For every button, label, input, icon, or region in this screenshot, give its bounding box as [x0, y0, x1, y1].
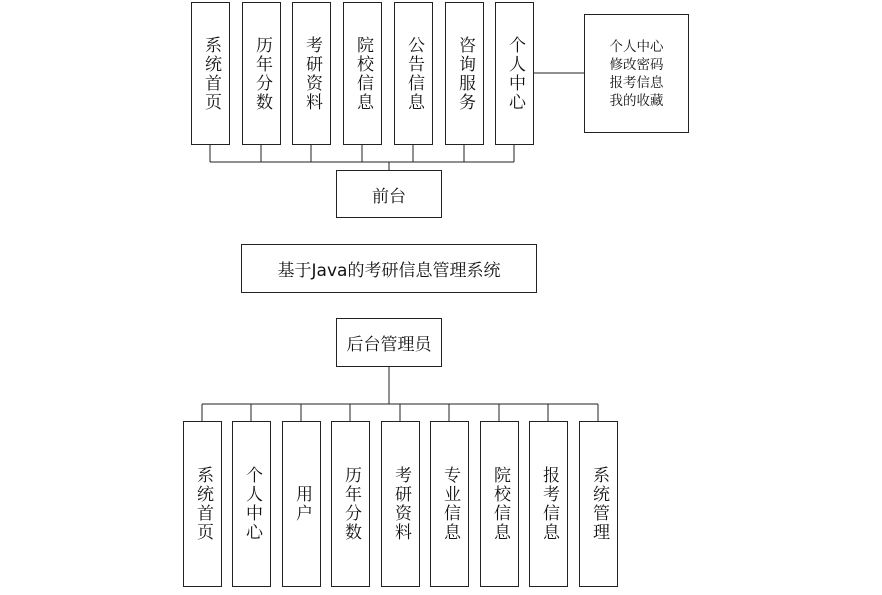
backend-module-past-scores: [331, 421, 370, 587]
module-label: 考研资料: [302, 35, 322, 112]
frontend-module-announcements: [394, 2, 433, 145]
backend-label: 后台管理员: [346, 335, 432, 355]
frontend-module-personal-center: [495, 2, 534, 145]
frontend-module-exam-materials: [292, 2, 331, 145]
personal-center-item: 我的收藏: [609, 92, 664, 109]
personal-center-item: 个人中心: [609, 38, 664, 55]
backend-module-applications: [529, 421, 568, 587]
module-label: 历年分数: [252, 35, 272, 112]
system-title: 基于Java的考研信息管理系统: [277, 261, 501, 281]
backend-module-majors: [430, 421, 469, 587]
module-label: 系统首页: [201, 35, 221, 112]
module-label: 个人中心: [242, 466, 262, 542]
personal-center-item: 修改密码: [609, 56, 664, 73]
module-label: 个人中心: [505, 35, 525, 112]
backend-module-personal-center: [232, 421, 271, 587]
module-label: 用户: [292, 485, 312, 523]
personal-center-detail-box: [584, 14, 689, 133]
module-label: 专业信息: [440, 466, 460, 542]
module-label: 院校信息: [490, 466, 510, 542]
frontend-module-consulting: [445, 2, 484, 145]
frontend-node: [336, 170, 442, 218]
frontend-label: 前台: [372, 186, 406, 207]
backend-admin-node: [336, 318, 442, 367]
frontend-module-past-scores: [242, 2, 281, 145]
frontend-module-home: [191, 2, 230, 145]
module-label: 院校信息: [353, 35, 373, 112]
module-label: 考研资料: [391, 466, 411, 542]
backend-module-exam-materials: [381, 421, 420, 587]
backend-module-users: [282, 421, 321, 587]
backend-module-school-info: [480, 421, 519, 587]
backend-module-home: [183, 421, 222, 587]
module-label: 历年分数: [341, 466, 361, 542]
personal-center-item: 报考信息: [609, 74, 664, 91]
frontend-module-school-info: [343, 2, 382, 145]
backend-module-system-management: [579, 421, 618, 587]
module-label: 报考信息: [539, 466, 559, 542]
module-label: 咨询服务: [455, 35, 475, 112]
module-label: 系统管理: [589, 466, 609, 542]
module-label: 公告信息: [404, 35, 424, 112]
system-node: [241, 244, 537, 293]
module-label: 系统首页: [193, 466, 213, 542]
